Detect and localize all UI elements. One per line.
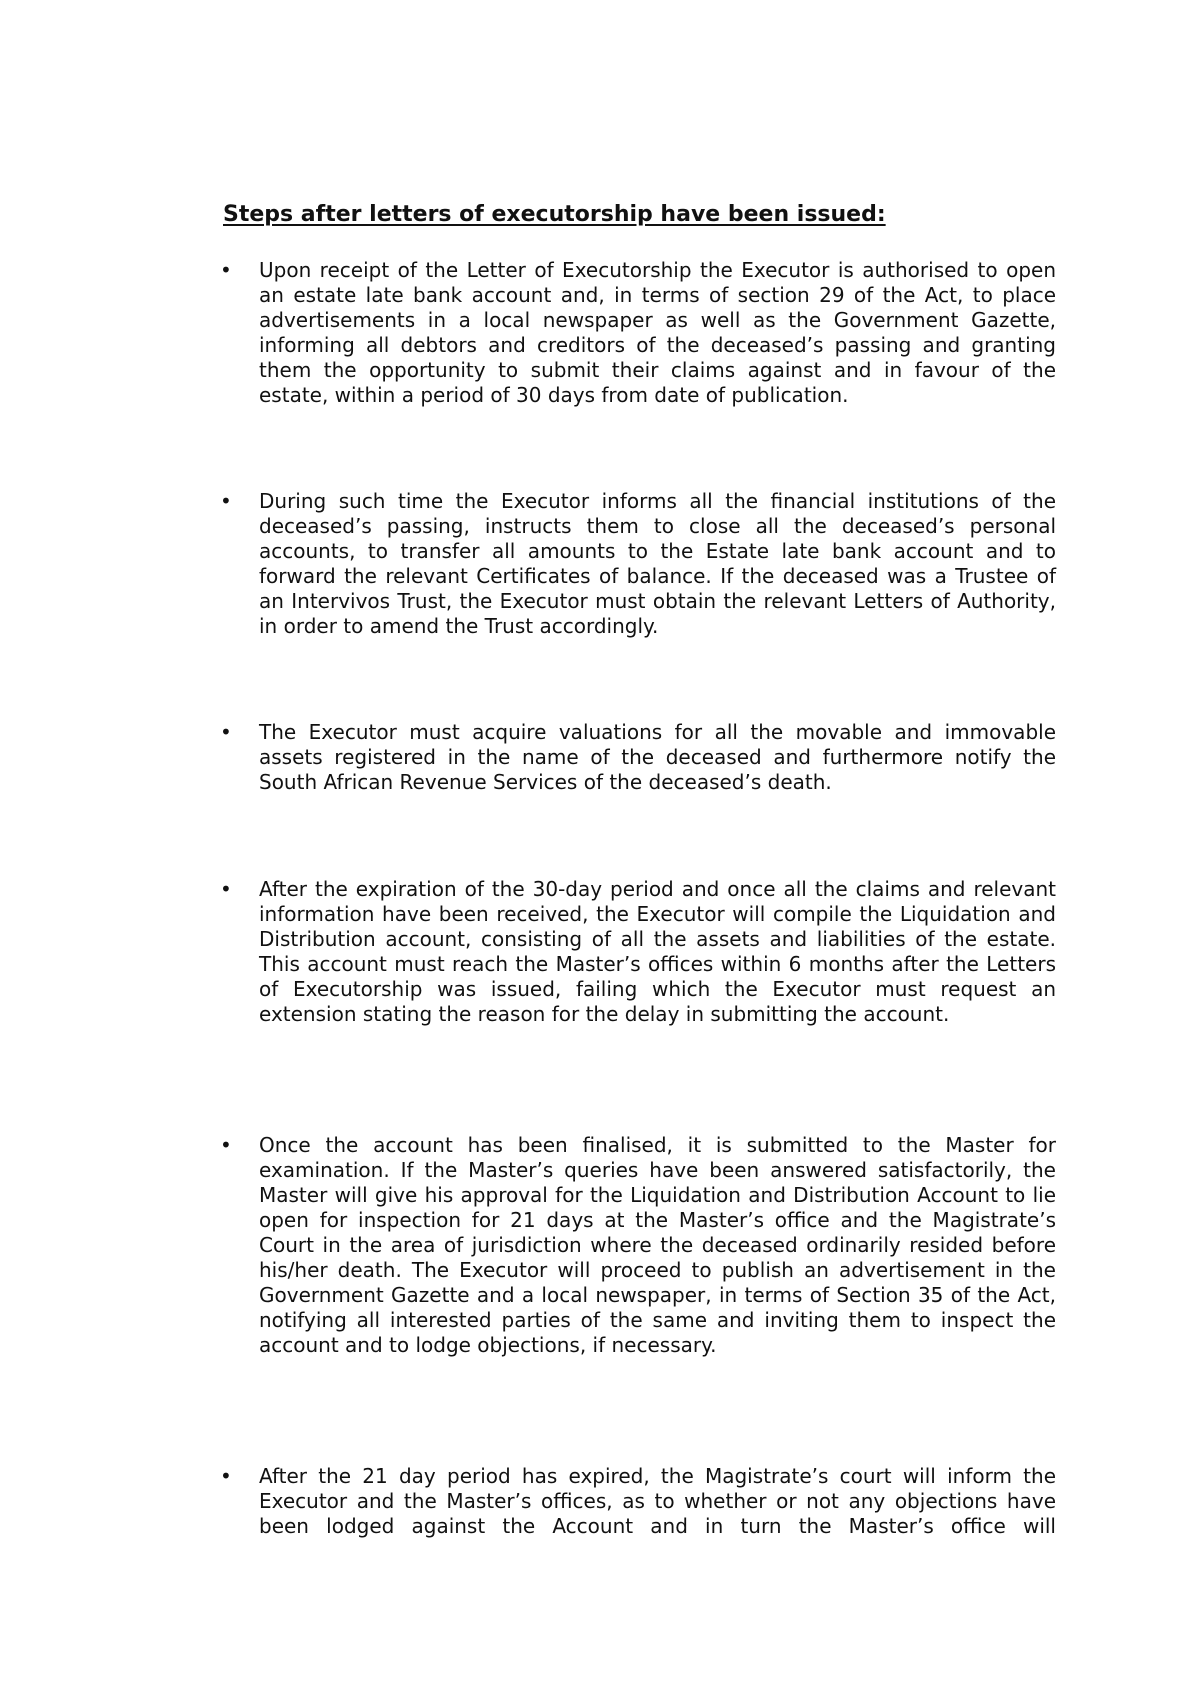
- list-item: [220, 1464, 1056, 1539]
- bullet-icon: •: [220, 1464, 232, 1488]
- bullet-icon: •: [220, 258, 232, 282]
- list-item: [220, 489, 1056, 639]
- page-heading: Steps after letters of executorship have been issued:: [223, 202, 886, 227]
- step-paragraph: During such time the Executor informs all the financial institutions of the deceased’s passing, instructs them to close all the deceased’s personal accounts, to transfer all amounts to the Estate late bank account and to forward the relevant Certificates of balance. If the deceased was a Trustee of an Intervivos Trust, the Executor must obtain the relevant Letters of Authority, in order to amend the Trust accordingly.: [259, 489, 1056, 638]
- step-paragraph: Upon receipt of the Letter of Executorship the Executor is authorised to open an estate late bank account and, in terms of section 29 of the Act, to place advertisements in a local newspaper as well as the Government Gazette, informing all debtors and creditors of the deceased’s passing and granting them the opportunity to submit their claims against and in favour of the estate, within a period of 30 days from date of publication.: [259, 258, 1056, 407]
- step-paragraph: After the expiration of the 30-day period and once all the claims and relevant information have been received, the Executor will compile the Liquidation and Distribution account, consisting of all the assets and liabilities of the estate. This account must reach the Master’s offices within 6 months after the Letters of Executorship was issued, failing which the Executor must request an extension stating the reason for the delay in submitting the account.: [259, 877, 1056, 1026]
- bullet-icon: •: [220, 1133, 232, 1157]
- list-item: [220, 877, 1056, 1027]
- step-paragraph: After the 21 day period has expired, the Magistrate’s court will inform the Executor and the Master’s offices, as to whether or not any objections have been lodged against the Account and in turn the Master’s office will: [259, 1464, 1056, 1538]
- list-item: [220, 258, 1056, 408]
- list-item: [220, 720, 1056, 795]
- bullet-icon: •: [220, 720, 232, 744]
- list-item: [220, 1133, 1056, 1358]
- bullet-icon: •: [220, 489, 232, 513]
- bullet-icon: •: [220, 877, 232, 901]
- step-paragraph: The Executor must acquire valuations for all the movable and immovable assets registered in the name of the deceased and furthermore notify the South African Revenue Services of the deceased’s death.: [259, 720, 1056, 794]
- step-paragraph: Once the account has been finalised, it is submitted to the Master for examination. If the Master’s queries have been answered satisfactorily, the Master will give his approval for the Liquidation and Distribution Account to lie open for inspection for 21 days at the Master’s office and the Magistrate’s Court in the area of jurisdiction where the deceased ordinarily resided before his/her death. The Executor will proceed to publish an advertisement in the Government Gazette and a local newspaper, in terms of Section 35 of the Act, notifying all interested parties of the same and inviting them to inspect the account and to lodge objections, if necessary.: [259, 1133, 1056, 1357]
